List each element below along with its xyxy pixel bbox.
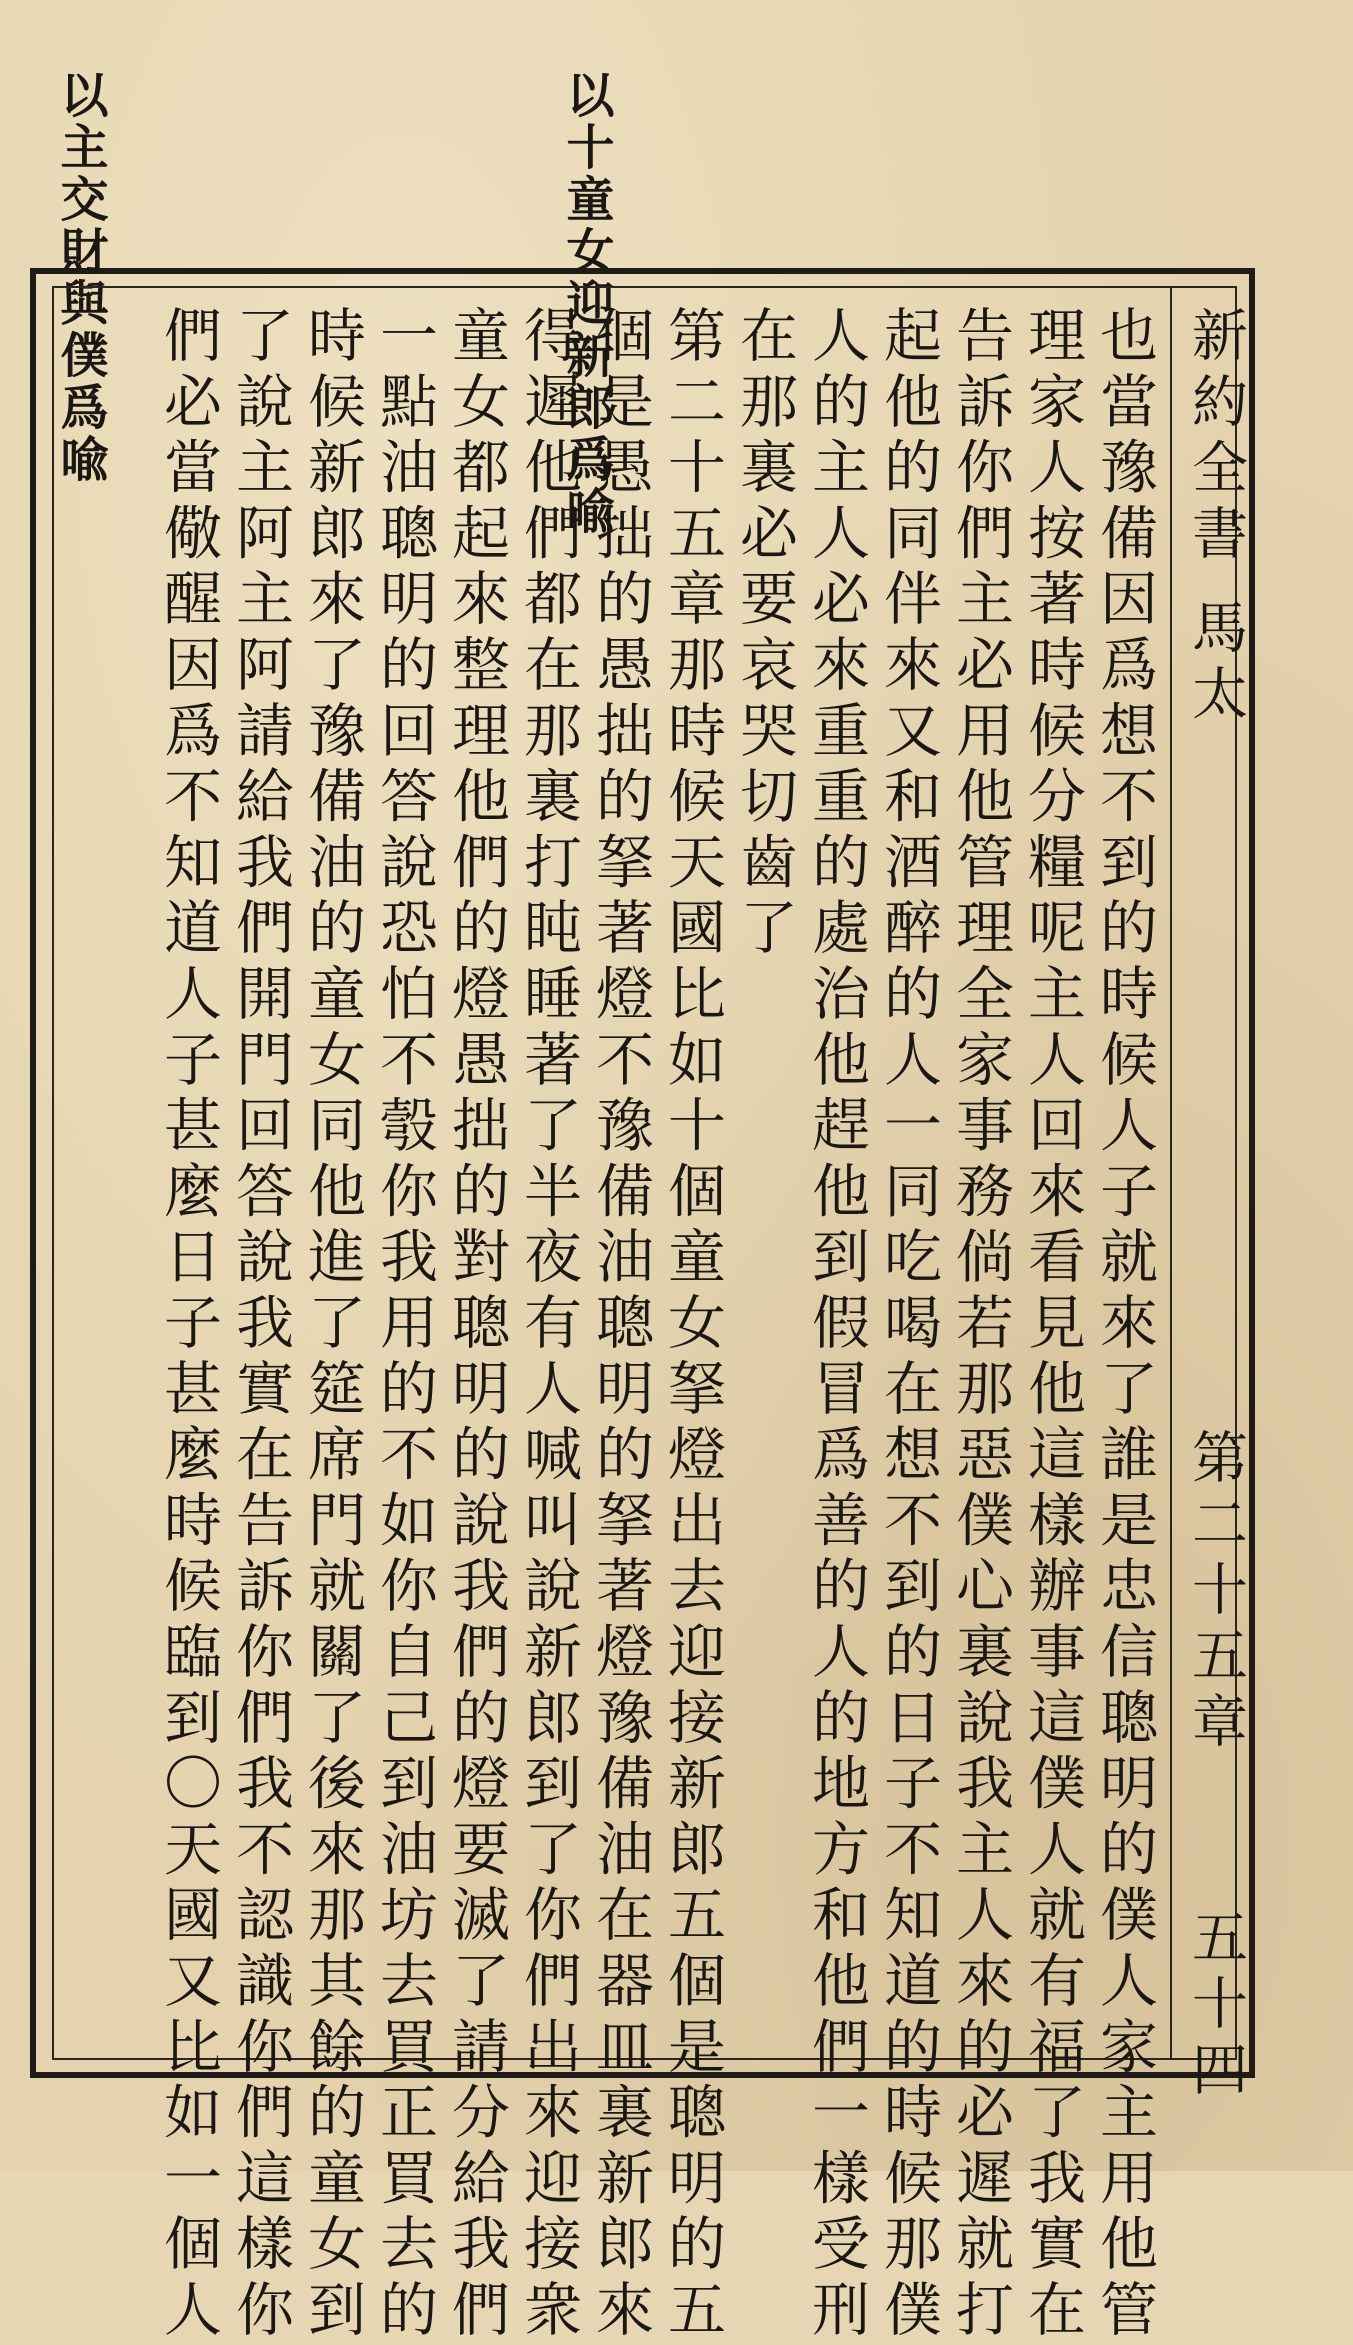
book-title: 新約全書 — [1183, 306, 1248, 570]
margin-note-left-text: 以主交財與僕爲喩 — [52, 70, 108, 486]
text-column: 得遲他們都在那裏打盹睡著了半夜有人喊叫說新郎到了你們出來迎接衆 — [514, 305, 582, 2345]
text-column: 童女都起來整理他們的燈愚拙的對聰明的說我們的燈要滅了請分給我們 — [442, 305, 510, 2345]
text-column: 也當豫備因爲想不到的時候人子就來了誰是忠信聰明的僕人家主用他管 — [1090, 305, 1158, 2345]
bleed-through-mark — [200, 60, 248, 240]
text-column: 時候新郎來了豫備油的童女同他進了筵席門就關了後來那其餘的童女到 — [298, 305, 366, 2345]
text-column: 人的主人必來重重的處治他趕他到假冒爲善的人的地方和他們一樣受刑 — [802, 305, 870, 2345]
chapter-label: 第二十五章 — [1183, 1428, 1248, 1758]
margin-note-middle-text: 以十童女迎新郎爲喩 — [558, 70, 614, 538]
gospel-name: 馬太 — [1183, 598, 1248, 730]
header-rule — [1170, 288, 1172, 2058]
text-column: 一點油聰明的回答說恐怕不彀你我用的不如你自己到油坊去買正買去的 — [370, 305, 438, 2345]
text-column: 理家人按著時候分糧呢主人回來看見他這樣辦事這僕人就有福了我實在 — [1018, 305, 1086, 2345]
margin-note-middle — [556, 70, 616, 538]
margin-note-left — [50, 70, 110, 486]
text-column-chapter-start: 第二十五章那時候天國比如十個童女拏燈出去迎接新郎五個是聰明的五 — [658, 305, 726, 2345]
page-number: 五十四 — [1183, 1908, 1248, 2106]
text-column: 個是愚拙的愚拙的拏著燈不豫備油聰明的拏著燈豫備油在器皿裏新郎來 — [586, 305, 654, 2345]
text-column: 起他的同伴來又和酒醉的人一同吃喝在想不到的日子不知道的時候那僕 — [874, 305, 942, 2345]
running-header — [1180, 298, 1250, 2106]
text-column: 了說主阿主阿請給我們開門回答說我實在告訴你們我不認識你們這樣你 — [226, 305, 294, 2345]
text-column: 在那裏必要哀哭切齒了 — [730, 305, 798, 963]
text-column: 告訴你們主必用他管理全家事務倘若那惡僕心裏說我主人來的必遲就打 — [946, 305, 1014, 2345]
text-column: 們必當儆醒因爲不知道人子甚麼日子甚麼時候臨到〇天國又比如一個人 — [154, 305, 222, 2345]
